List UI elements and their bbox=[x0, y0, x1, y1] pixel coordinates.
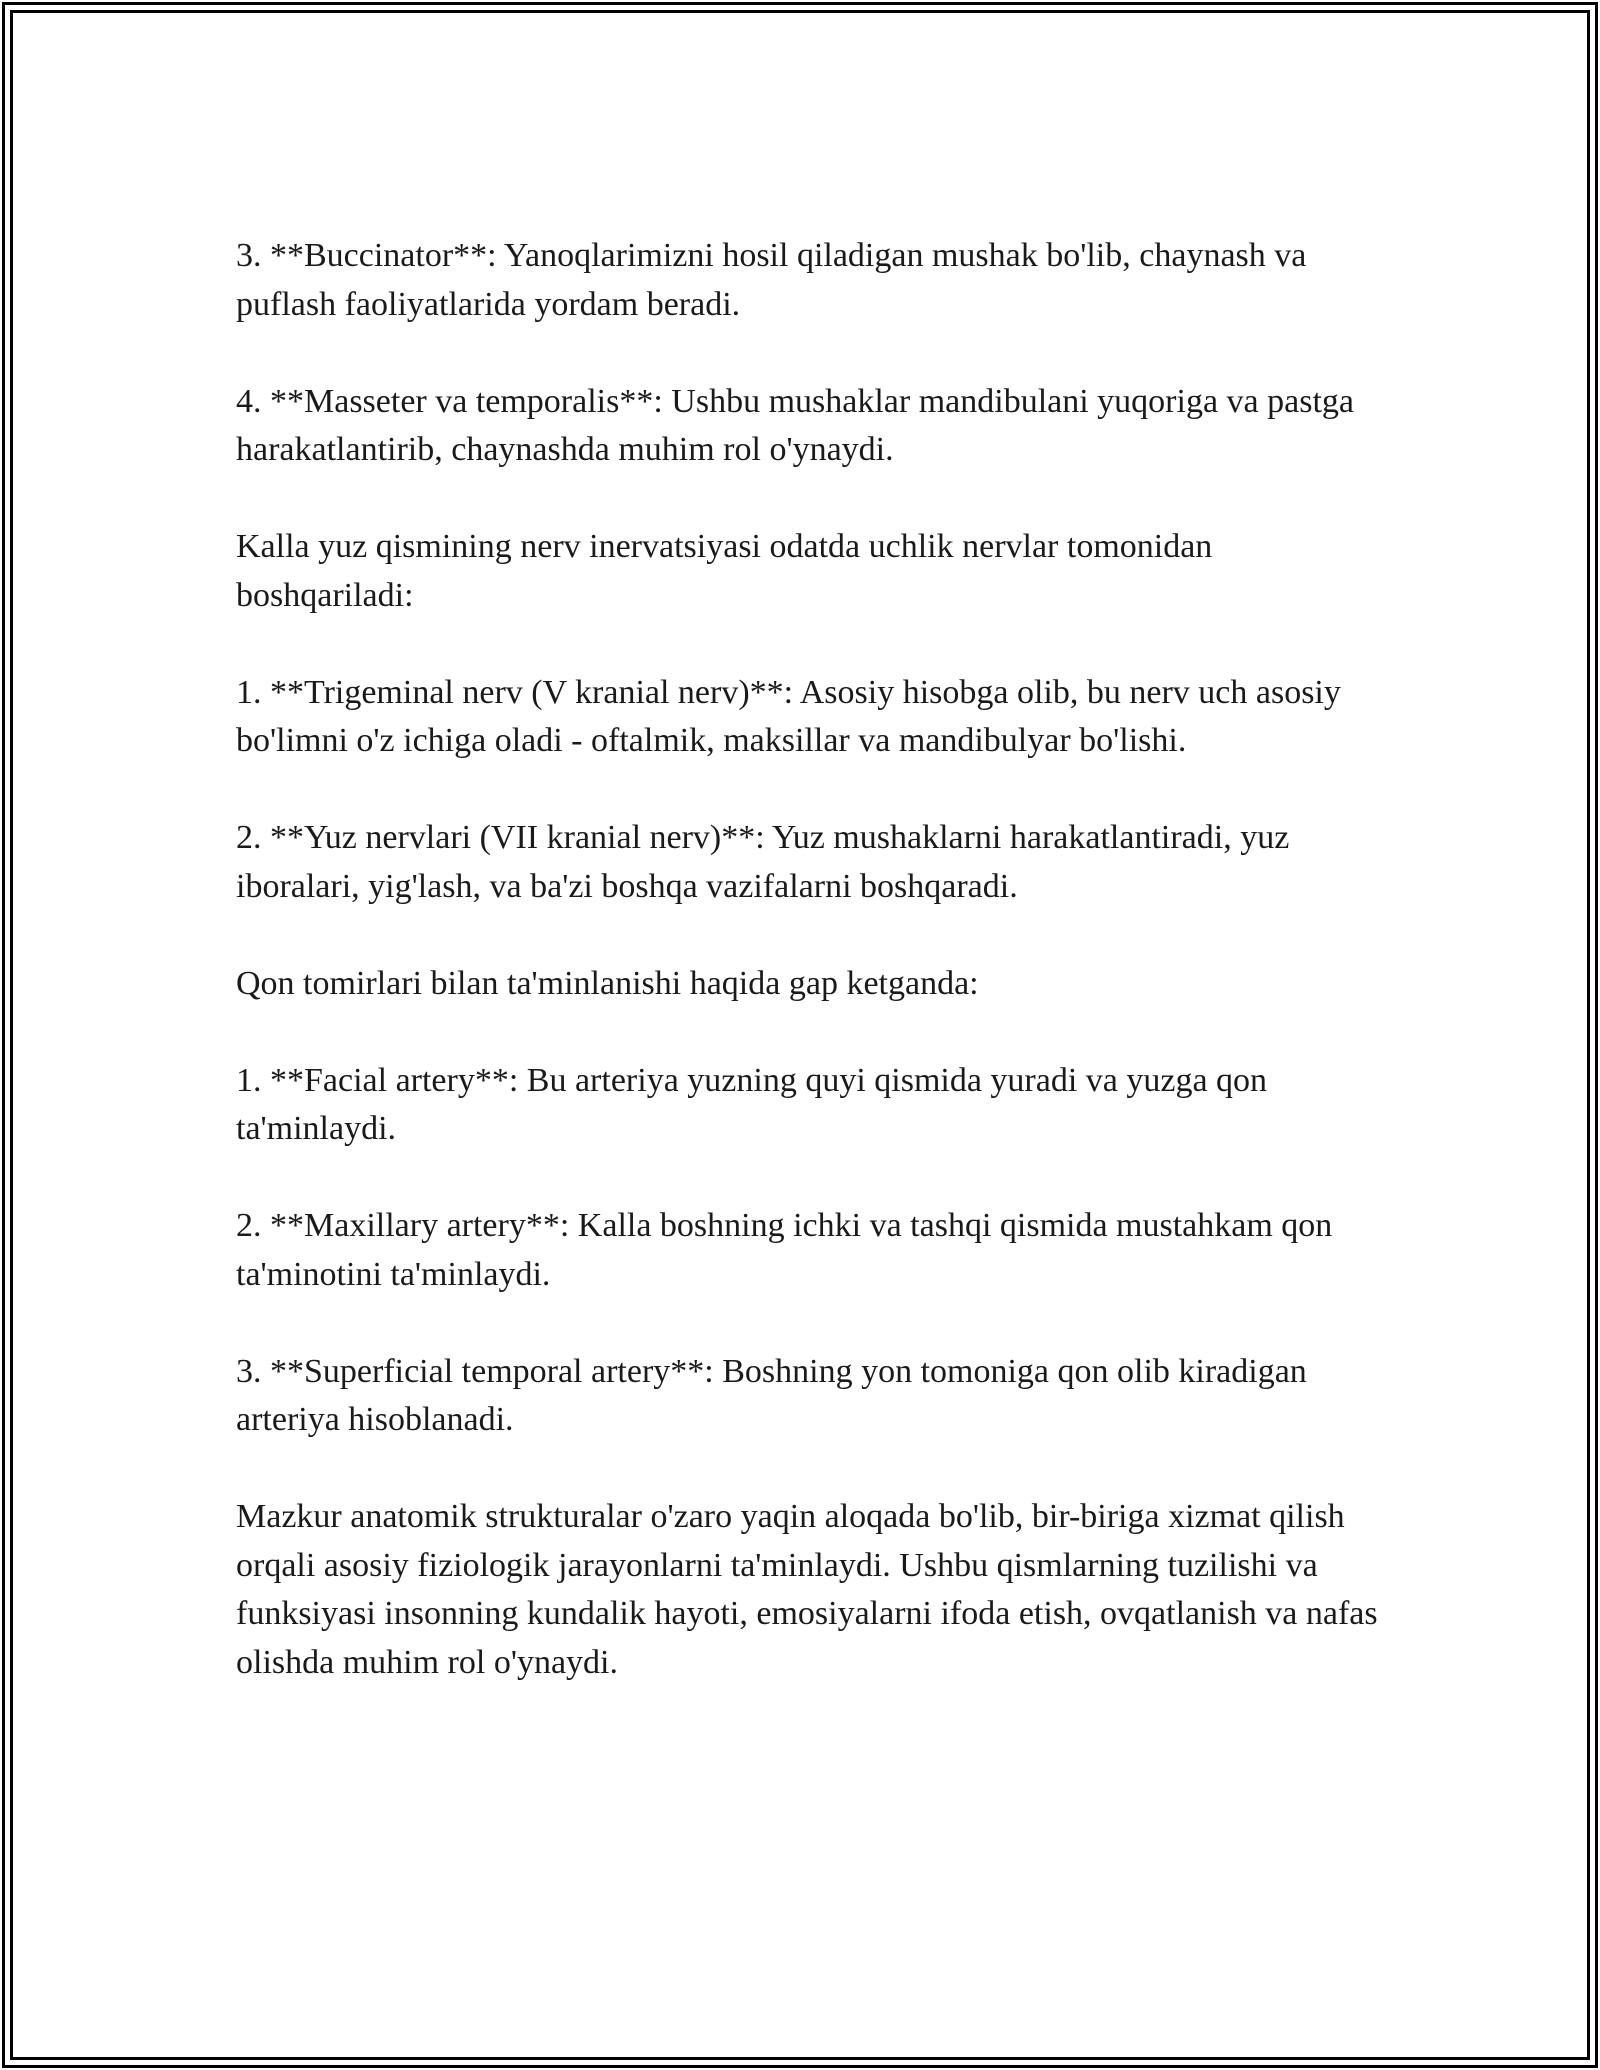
paragraph-masseter-temporalis: 4. **Masseter va temporalis**: Ushbu mushaklar mandibulani yuqoriga va pastga harakatlantirib, chaynashda muhim rol o'ynaydi. bbox=[236, 382, 1354, 468]
paragraph-facial-artery: 1. **Facial artery**: Bu arteriya yuzning quyi qismida yuradi va yuzga qon ta'minlaydi. bbox=[236, 1061, 1268, 1147]
paragraph-superficial-temporal-artery: 3. **Superficial temporal artery**: Boshning yon tomoniga qon olib kiradigan arteriya hisoblanadi. bbox=[236, 1352, 1307, 1438]
document-body bbox=[236, 232, 1396, 1736]
paragraph-buccinator: 3. **Buccinator**: Yanoqlarimizni hosil qiladigan mushak bo'lib, chaynash va puflash faoliyatlarida yordam beradi. bbox=[236, 237, 1307, 323]
paragraph-trigeminal-nerve: 1. **Trigeminal nerv (V kranial nerv)**: Asosiy hisobga olib, bu nerv uch asosiy bo'limni o'z ichiga oladi - oftalmik, maksillar va mandibulyar bo'lishi. bbox=[236, 673, 1341, 759]
paragraph-conclusion: Mazkur anatomik strukturalar o'zaro yaqin aloqada bo'lib, bir-biriga xizmat qilish orqali asosiy fiziologik jarayonlarni ta'minlaydi. Ushbu qismlarning tuzilishi va funksiyasi insonning kundalik hayoti, emosiyalarni ifoda etish, ovqatlanish va nafas olishda muhim rol o'ynaydi. bbox=[236, 1498, 1378, 1681]
paragraph-maxillary-artery: 2. **Maxillary artery**: Kalla boshning ichki va tashqi qismida mustahkam qon ta'minotini ta'minlaydi. bbox=[236, 1207, 1333, 1293]
paragraph-facial-nerve: 2. **Yuz nervlari (VII kranial nerv)**: Yuz mushaklarni harakatlantiradi, yuz iboralari, yig'lash, va ba'zi boshqa vazifalarni boshqaradi. bbox=[236, 819, 1290, 905]
paragraph-nerve-intro: Kalla yuz qismining nerv inervatsiyasi odatda uchlik nervlar tomonidan boshqariladi: bbox=[236, 528, 1213, 614]
paragraph-blood-supply-intro: Qon tomirlari bilan ta'minlanishi haqida gap ketganda: bbox=[236, 964, 979, 1002]
